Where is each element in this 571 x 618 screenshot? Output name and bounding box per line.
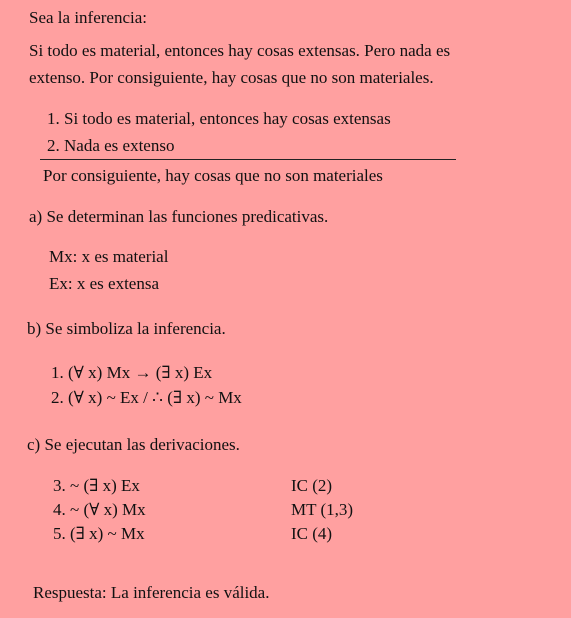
- statement-line-2: extenso. Por consiguiente, hay cosas que no son materiales.: [29, 68, 434, 87]
- derivation-rule-4: MT (1,3): [291, 500, 354, 519]
- statement-line-1: Si todo es material, entonces hay cosas extensas. Pero nada es: [29, 41, 451, 60]
- step-b-title: b) Se simboliza la inferencia.: [27, 319, 226, 338]
- derivation-formula-4: 4. ~ (∀ x) Mx: [53, 500, 146, 519]
- premise-formula-2: 2. (∀ x) ~ Ex / ∴ (∃ x) ~ Mx: [51, 388, 242, 407]
- derivation-rule-5: IC (4): [291, 524, 333, 543]
- heading: Sea la inferencia:: [29, 8, 147, 27]
- answer: Respuesta: La inferencia es válida.: [33, 583, 270, 602]
- premise-2: 2. Nada es extenso: [47, 136, 175, 155]
- derivation-formula-3: 3. ~ (∃ x) Ex: [53, 476, 140, 495]
- premise-formula-1: 1. (∀ x) Mx → (∃ x) Ex: [51, 363, 213, 382]
- step-c-title: c) Se ejecutan las derivaciones.: [27, 435, 240, 454]
- inference-line: [40, 159, 456, 160]
- step-a-title: a) Se determinan las funciones predicativas.: [29, 207, 329, 226]
- predicate-e: Ex: x es extensa: [49, 274, 159, 293]
- derivation-formula-5: 5. (∃ x) ~ Mx: [53, 524, 145, 543]
- derivation-rule-3: IC (2): [291, 476, 333, 495]
- premise-1: 1. Si todo es material, entonces hay cosas extensas: [47, 109, 391, 128]
- conclusion: Por consiguiente, hay cosas que no son materiales: [43, 166, 383, 185]
- predicate-m: Mx: x es material: [49, 247, 169, 266]
